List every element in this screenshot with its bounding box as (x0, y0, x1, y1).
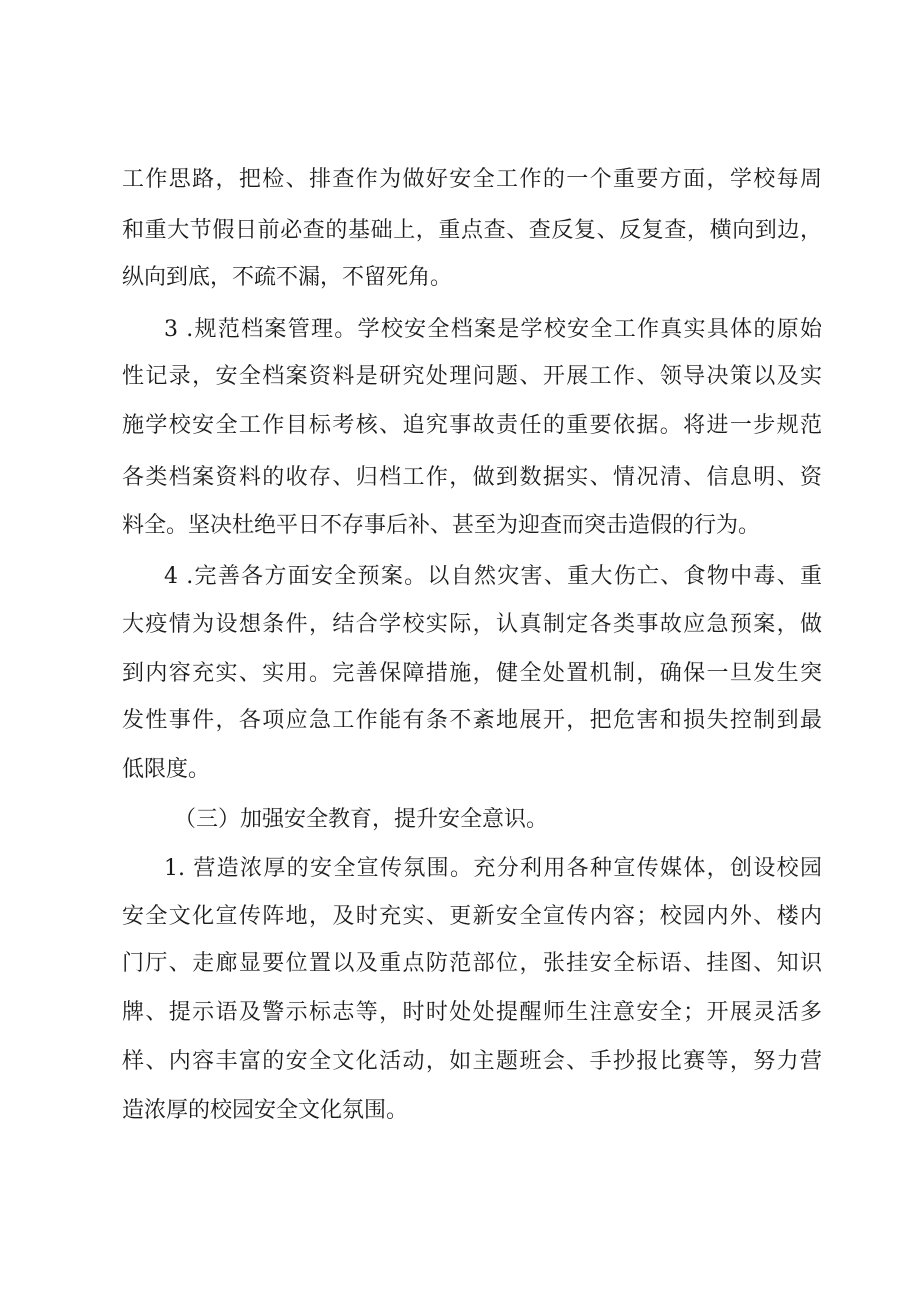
paragraph-line: 牌、提示语及警示标志等，时时处处提醒师生注意安全；开展灵活多 (122, 1000, 822, 1025)
paragraph-line: 和重大节假日前必查的基础上，重点查、查反复、反复查，横向到边， (122, 218, 822, 243)
paragraph-line: 到内容充实、实用。完善保障措施，健全处置机制，确保一旦发生突 (122, 661, 822, 686)
paragraph-line: 纵向到底，不疏不漏，不留死角。 (122, 265, 453, 290)
paragraph-line: 施学校安全工作目标考核、追究事故责任的重要依据。将进一步规范 (122, 413, 822, 438)
paragraph-line: 低限度。 (122, 757, 211, 782)
paragraph-line: 样、内容丰富的安全文化活动，如主题班会、手抄报比赛等，努力营 (122, 1049, 822, 1074)
paragraph-line: 工作思路，把检、排查作为做好安全工作的一个重要方面，学校每周 (122, 167, 822, 192)
section-4-title-line: 4 .完善各方面安全预案。以自然灾害、重大伤亡、食物中毒、重 (164, 564, 822, 589)
section-heading: （三）加强安全教育，提升安全意识。 (174, 807, 549, 832)
paragraph-line: 各类档案资料的收存、归档工作，做到数据实、情况清、信息明、资 (122, 465, 822, 490)
section-3-title-line: 3 .规范档案管理。学校安全档案是学校安全工作真实具体的原始 (164, 317, 822, 342)
paragraph-line: 门厅、走廊显要位置以及重点防范部位，张挂安全标语、挂图、知识 (122, 951, 822, 976)
paragraph-line: 大疫情为设想条件，结合学校实际，认真制定各类事故应急预案，做 (122, 612, 822, 637)
paragraph-line: 安全文化宣传阵地，及时充实、更新安全宣传内容；校园内外、楼内 (122, 904, 822, 929)
paragraph-line: 造浓厚的校园安全文化氛围。 (122, 1098, 409, 1123)
paragraph-line: 性记录，安全档案资料是研究处理问题、开展工作、领导决策以及实 (122, 364, 822, 389)
paragraph-line: 料全。坚决杜绝平日不存事后补、甚至为迎查而突击造假的行为。 (122, 513, 761, 538)
subsection-1-title-line: 1. 营造浓厚的安全宣传氛围。充分利用各种宣传媒体，创设校园 (164, 856, 822, 881)
paragraph-line: 发性事件，各项应急工作能有条不紊地展开，把危害和损失控制到最 (122, 708, 822, 733)
